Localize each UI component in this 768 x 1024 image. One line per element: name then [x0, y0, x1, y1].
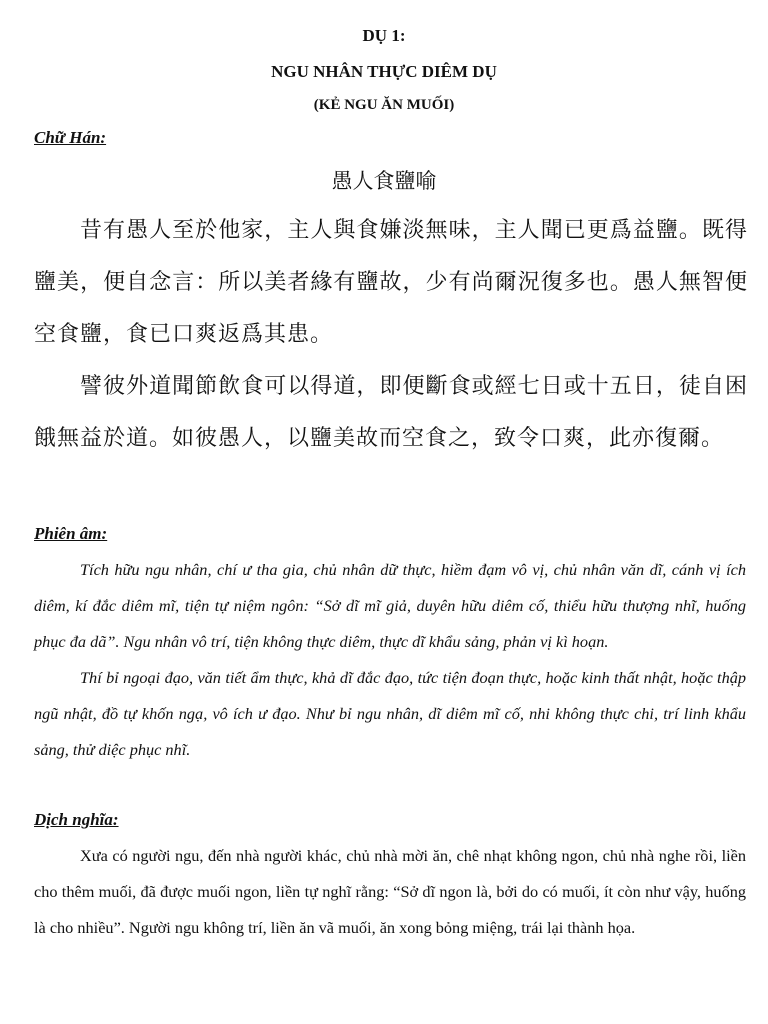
- han-paragraph-2: [34, 361, 748, 465]
- section-heading-phien-am: Phiên âm:: [34, 524, 108, 543]
- chapter-number: DỤ 1:: [362, 26, 406, 45]
- section-heading-chu-han: Chữ Hán:: [34, 128, 107, 147]
- han-text-title: 愚人食鹽喻: [331, 169, 437, 193]
- han-paragraph-text: 昔有愚人至於他家，主人與食嫌淡無味，主人聞已更爲益鹽。既得鹽美，便自念言：所以美者緣有鹽故，少有尚爾況復多也。愚人無智便空食鹽，食已口爽返爲其患。: [34, 218, 748, 347]
- dich-nghia-paragraph-1: Xưa có người ngu, đến nhà người khác, chủ nhà mời ăn, chê nhạt không ngon, chủ nhà nghe rồi, liền cho thêm muối, đã được muối ngon, liền tự nghĩ rằng: “Sở dĩ ngon là, bởi do có muối, ít còn như vậy, huống là cho nhiều”. Người ngu không trí, liền ăn vã muối, ăn xong bỏng miệng, trái lại thành họa.: [34, 846, 746, 937]
- section-heading-dich-nghia: Dịch nghĩa:: [34, 810, 119, 829]
- chapter-title: NGU NHÂN THỰC DIÊM DỤ: [271, 62, 497, 81]
- phien-am-body: [34, 552, 746, 768]
- han-paragraph-1: [34, 205, 748, 361]
- phien-am-paragraph-2: Thí bỉ ngoại đạo, văn tiết ẩm thực, khả dĩ đắc đạo, tức tiện đoạn thực, hoặc kinh thất nhật, hoặc thập ngũ nhật, đồ tự khốn ngạ, vô ích ư đạo. Như bỉ ngu nhân, dĩ diêm mĩ cố, nhi không thực chi, trí linh khẩu sảng, thử diệc phục nhĩ.: [34, 668, 746, 759]
- phien-am-paragraph-1: Tích hữu ngu nhân, chí ư tha gia, chủ nhân dữ thực, hiềm đạm vô vị, chủ nhân văn dĩ, cánh vị ích diêm, kí đắc diêm mĩ, tiện tự niệm ngôn: “Sở dĩ mĩ giả, duyên hữu diêm cố, thiểu hữu thượng nhĩ, huống phục đa dã”. Ngu nhân vô trí, tiện không thực diêm, thực dĩ khẩu sảng, phản vị kì hoạn.: [34, 560, 746, 651]
- chapter-subtitle: (KẺ NGU ĂN MUỐI): [313, 97, 455, 113]
- han-paragraph-text: 譬彼外道聞節飲食可以得道，即便斷食或經七日或十五日，徒自困餓無益於道。如彼愚人，以鹽美故而空食之，致令口爽，此亦復爾。: [34, 374, 748, 451]
- dich-nghia-body: [34, 838, 746, 946]
